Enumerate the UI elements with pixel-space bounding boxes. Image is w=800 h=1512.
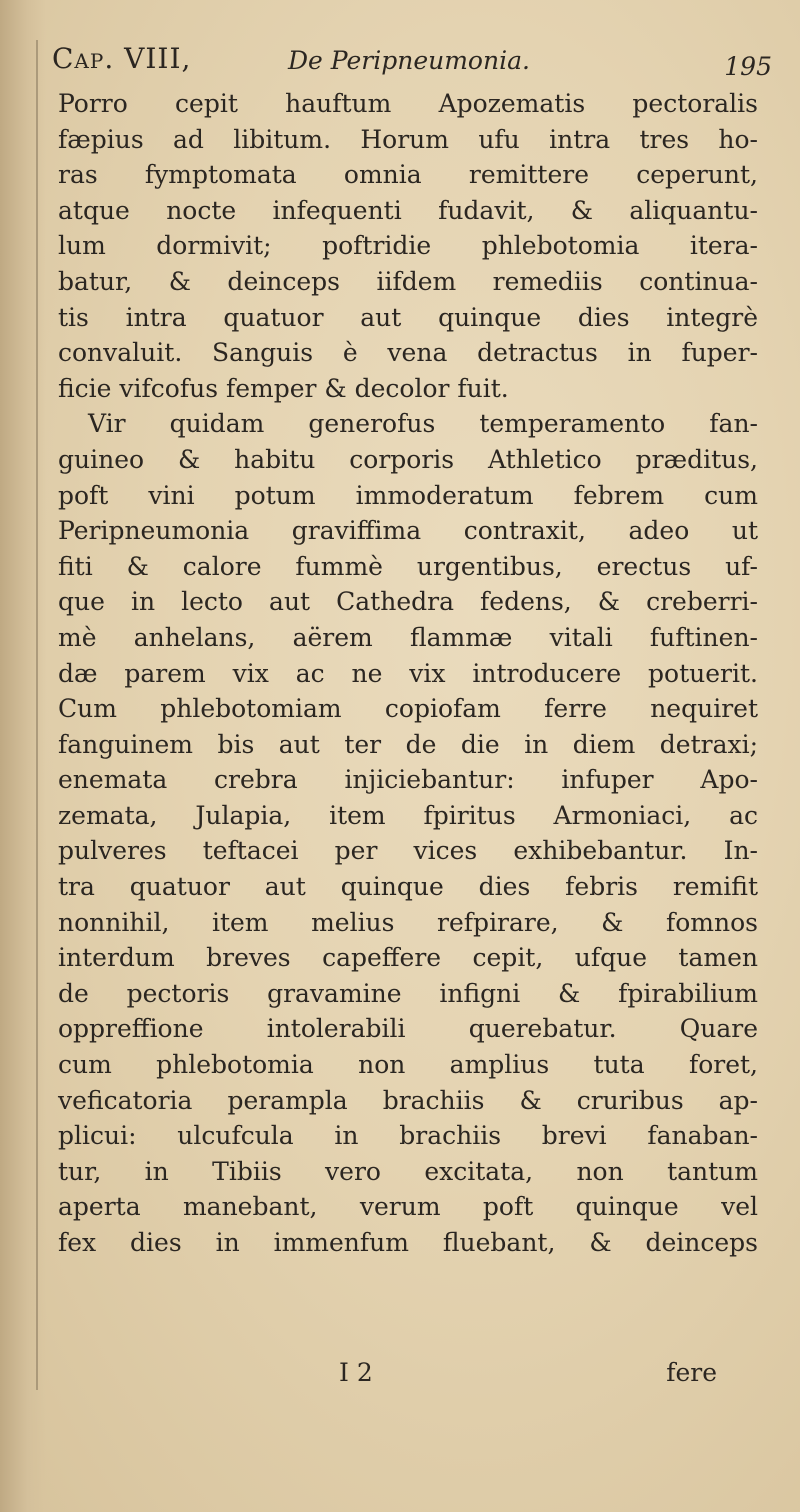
- text-line: interdum breves capeffere cepit, ufque tamen: [58, 943, 758, 973]
- text-line: fiti & calore fummè urgentibus, erectus uf-: [58, 551, 758, 581]
- page-footer: [52, 1358, 772, 1398]
- text-line: lum dormivit; poftridie phlebotomia itera-: [58, 231, 758, 261]
- text-line: fex dies in immenfum fluebant, & deinceps: [58, 1228, 758, 1257]
- text-line: Porro cepit hauftum Apozematis pectoralis: [58, 89, 758, 118]
- gutter-fold-line: [36, 40, 38, 1390]
- text-line: dæ parem vix ac ne vix introducere potuerit.: [58, 658, 758, 688]
- text-line: que in lecto aut Cathedra fedens, & creberri-: [58, 587, 758, 617]
- text-line: poft vini potum immoderatum febrem cum: [58, 480, 758, 510]
- text-line: fanguinem bis aut ter de die in diem detraxi;: [58, 729, 758, 759]
- text-line: mè anhelans, aërem flammæ vitali fuftinen-: [58, 622, 758, 652]
- text-line: guineo & habitu corporis Athletico præditus,: [58, 444, 758, 474]
- page-header: [52, 42, 772, 90]
- text-line: ras fymptomata omnia remittere ceperunt,: [58, 160, 758, 190]
- text-line: pulveres teftacei per vices exhibebantur. In-: [58, 836, 758, 866]
- text-line: Cum phlebotomiam copiofam ferre nequiret: [58, 694, 758, 724]
- text-line: batur, & deinceps iifdem remediis continua-: [58, 266, 758, 296]
- text-line: oppreffione intolerabili querebatur. Quare: [58, 1014, 758, 1044]
- text-line: de pectoris gravamine infigni & fpirabilium: [58, 978, 758, 1008]
- text-line: aperta manebant, verum poft quinque vel: [58, 1192, 758, 1222]
- text-line: zemata, Julapia, item fpiritus Armoniaci, ac: [58, 800, 758, 830]
- catchword: fere: [666, 1358, 717, 1387]
- text-line: fæpius ad libitum. Horum ufu intra tres ho-: [58, 124, 758, 154]
- signature-mark: I 2: [339, 1358, 373, 1387]
- text-line: convaluit. Sanguis è vena detractus in fuper-: [58, 338, 758, 368]
- section-title: De Peripneumonia.: [288, 46, 530, 75]
- text-line: nonnihil, item melius refpirare, & fomnos: [58, 907, 758, 937]
- running-head: Cap. VIII,: [52, 42, 192, 75]
- text-line: cum phlebotomia non amplius tuta foret,: [58, 1050, 758, 1080]
- text-line: veficatoria perampla brachiis & cruribus ap-: [58, 1085, 758, 1115]
- text-line: tra quatuor aut quinque dies febris remifit: [58, 872, 758, 902]
- text-line: Vir quidam generofus temperamento fan-: [88, 409, 758, 439]
- text-line: enemata crebra injiciebantur: infuper Apo-: [58, 765, 758, 795]
- body-text: [58, 86, 758, 1261]
- page-gutter: [0, 0, 46, 1512]
- text-line: atque nocte infequenti fudavit, & aliquantu-: [58, 195, 758, 225]
- text-line: tur, in Tibiis vero excitata, non tantum: [58, 1156, 758, 1186]
- text-line: ficie vifcofus femper & decolor fuit.: [58, 373, 509, 403]
- page-number: 195: [724, 52, 772, 81]
- text-line: Peripneumonia graviffima contraxit, adeo ut: [58, 516, 758, 546]
- text-line: plicui: ulcufcula in brachiis brevi fanaban-: [58, 1121, 758, 1151]
- text-line: tis intra quatuor aut quinque dies integrè: [58, 302, 758, 332]
